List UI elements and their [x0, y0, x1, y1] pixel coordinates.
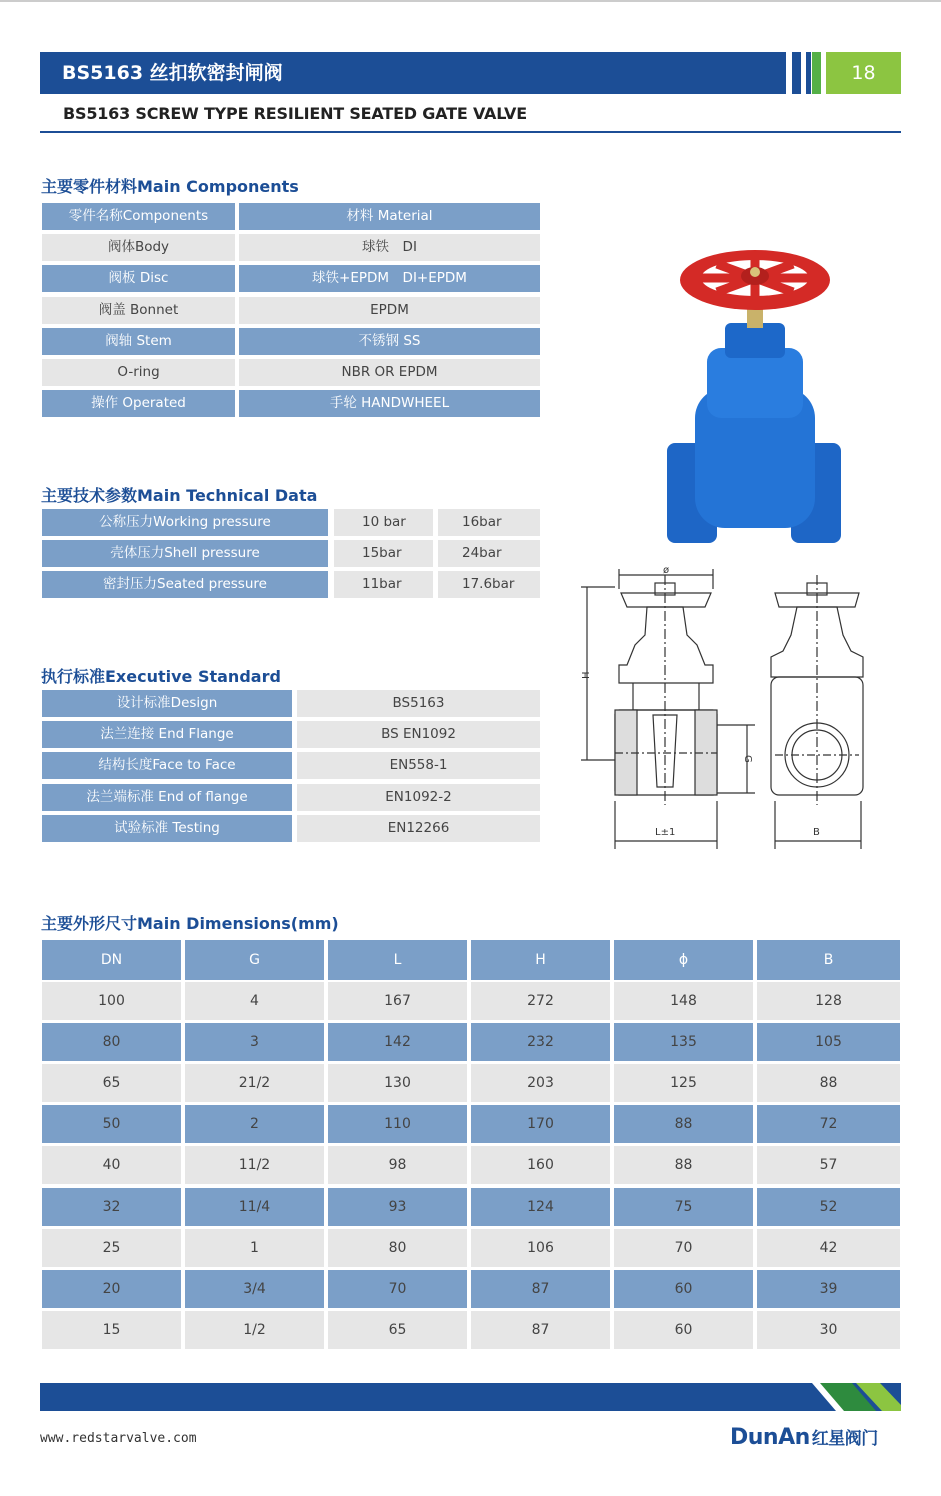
table-cell: 操作 Operated	[42, 390, 235, 417]
footer-stripes	[812, 1383, 902, 1411]
table-cell: 142	[328, 1023, 467, 1061]
valve-drawing	[575, 565, 875, 855]
table-cell: 15bar	[334, 540, 433, 567]
technical-title: 主要技术参数Main Technical Data	[41, 486, 318, 505]
table-cell: 70	[614, 1229, 753, 1267]
table-cell: 203	[471, 1064, 610, 1102]
table-cell: 40	[42, 1146, 181, 1184]
table-cell: 57	[757, 1146, 900, 1184]
table-header: G	[185, 940, 324, 980]
logo-latin: DunAn	[730, 1425, 810, 1450]
valve-photo	[655, 238, 855, 550]
table-cell: 272	[471, 982, 610, 1020]
table-cell: 124	[471, 1188, 610, 1226]
table-cell: 42	[757, 1229, 900, 1267]
table-cell: 3	[185, 1023, 324, 1061]
table-cell: 阀体Body	[42, 234, 235, 261]
drawing-h-label: H	[581, 671, 592, 679]
table-cell: BS EN1092	[297, 721, 540, 748]
table-cell: 公称压力Working pressure	[42, 509, 328, 536]
logo-cn: 红星阀门	[811, 1429, 878, 1449]
table-header: 材料 Material	[239, 203, 540, 230]
table-cell: 75	[614, 1188, 753, 1226]
drawing-b-label: B	[813, 827, 820, 838]
table-cell: 16bar	[438, 509, 540, 536]
standard-title: 执行标准Executive Standard	[41, 667, 281, 686]
table-cell: 壳体压力Shell pressure	[42, 540, 328, 567]
company-logo	[730, 1424, 878, 1450]
table-header: H	[471, 940, 610, 980]
table-cell: 110	[328, 1105, 467, 1143]
table-cell: 10 bar	[334, 509, 433, 536]
table-cell: 法兰端标准 End of flange	[42, 784, 292, 811]
table-header: ϕ	[614, 940, 753, 980]
table-cell: 24bar	[438, 540, 540, 567]
table-cell: 法兰连接 End Flange	[42, 721, 292, 748]
table-cell: 148	[614, 982, 753, 1020]
table-cell: 4	[185, 982, 324, 1020]
website-url: www.redstarvalve.com	[40, 1431, 197, 1446]
table-cell: 手轮 HANDWHEEL	[239, 390, 540, 417]
table-cell: 2	[185, 1105, 324, 1143]
table-cell: 160	[471, 1146, 610, 1184]
table-cell: 21/2	[185, 1064, 324, 1102]
table-cell: 密封压力Seated pressure	[42, 571, 328, 598]
table-cell: O-ring	[42, 359, 235, 386]
table-cell: EN558-1	[297, 752, 540, 779]
table-cell: 50	[42, 1105, 181, 1143]
table-cell: 100	[42, 982, 181, 1020]
table-header: B	[757, 940, 900, 980]
table-cell: 65	[328, 1311, 467, 1349]
table-cell: 11/2	[185, 1146, 324, 1184]
drawing-l-label: L±1	[655, 827, 676, 838]
table-cell: 试验标准 Testing	[42, 815, 292, 842]
table-cell: 60	[614, 1270, 753, 1308]
table-cell: 105	[757, 1023, 900, 1061]
drawing-phi-label: ø	[663, 565, 670, 576]
table-cell: 170	[471, 1105, 610, 1143]
drawing-g-label: G	[742, 755, 753, 763]
table-cell: 167	[328, 982, 467, 1020]
table-header: 零件名称Components	[42, 203, 235, 230]
table-cell: 32	[42, 1188, 181, 1226]
table-cell: 球铁+EPDM DI+EPDM	[239, 265, 540, 292]
table-cell: 1/2	[185, 1311, 324, 1349]
table-cell: 88	[757, 1064, 900, 1102]
table-cell: 30	[757, 1311, 900, 1349]
table-cell: 125	[614, 1064, 753, 1102]
table-cell: 80	[328, 1229, 467, 1267]
table-cell: 93	[328, 1188, 467, 1226]
table-cell: EN1092-2	[297, 784, 540, 811]
table-cell: 135	[614, 1023, 753, 1061]
table-cell: 11bar	[334, 571, 433, 598]
table-cell: 87	[471, 1270, 610, 1308]
table-cell: 25	[42, 1229, 181, 1267]
table-cell: 20	[42, 1270, 181, 1308]
page-subtitle: BS5163 SCREW TYPE RESILIENT SEATED GATE VALVE	[63, 104, 527, 123]
page-title: BS5163 丝扣软密封闸阀	[40, 52, 786, 94]
header-stripe	[806, 52, 811, 94]
table-cell: 88	[614, 1146, 753, 1184]
table-cell: EPDM	[239, 297, 540, 324]
table-cell: 98	[328, 1146, 467, 1184]
components-title: 主要零件材料Main Components	[41, 177, 299, 196]
table-cell: 60	[614, 1311, 753, 1349]
table-cell: 阀盖 Bonnet	[42, 297, 235, 324]
table-cell: BS5163	[297, 690, 540, 717]
table-cell: 阀轴 Stem	[42, 328, 235, 355]
table-cell: 106	[471, 1229, 610, 1267]
table-cell: 39	[757, 1270, 900, 1308]
table-cell: NBR OR EPDM	[239, 359, 540, 386]
table-cell: 65	[42, 1064, 181, 1102]
table-cell: 80	[42, 1023, 181, 1061]
header-stripe	[792, 52, 801, 94]
table-cell: 11/4	[185, 1188, 324, 1226]
table-cell: 不锈钢 SS	[239, 328, 540, 355]
table-cell: 3/4	[185, 1270, 324, 1308]
table-cell: 结构长度Face to Face	[42, 752, 292, 779]
header-stripe	[812, 52, 821, 94]
table-cell: 130	[328, 1064, 467, 1102]
footer-bar	[40, 1383, 901, 1411]
table-cell: 128	[757, 982, 900, 1020]
dimensions-title: 主要外形尺寸Main Dimensions(mm)	[41, 914, 339, 933]
table-cell: 70	[328, 1270, 467, 1308]
table-cell: EN12266	[297, 815, 540, 842]
table-cell: 1	[185, 1229, 324, 1267]
table-cell: 球铁 DI	[239, 234, 540, 261]
table-cell: 72	[757, 1105, 900, 1143]
top-border	[0, 0, 941, 2]
table-cell: 阀板 Disc	[42, 265, 235, 292]
table-cell: 15	[42, 1311, 181, 1349]
table-header: L	[328, 940, 467, 980]
table-cell: 88	[614, 1105, 753, 1143]
table-header: DN	[42, 940, 181, 980]
table-cell: 设计标准Design	[42, 690, 292, 717]
table-cell: 52	[757, 1188, 900, 1226]
table-cell: 232	[471, 1023, 610, 1061]
page-number: 18	[826, 52, 901, 94]
table-cell: 87	[471, 1311, 610, 1349]
subtitle-underline	[40, 131, 901, 133]
table-cell: 17.6bar	[438, 571, 540, 598]
